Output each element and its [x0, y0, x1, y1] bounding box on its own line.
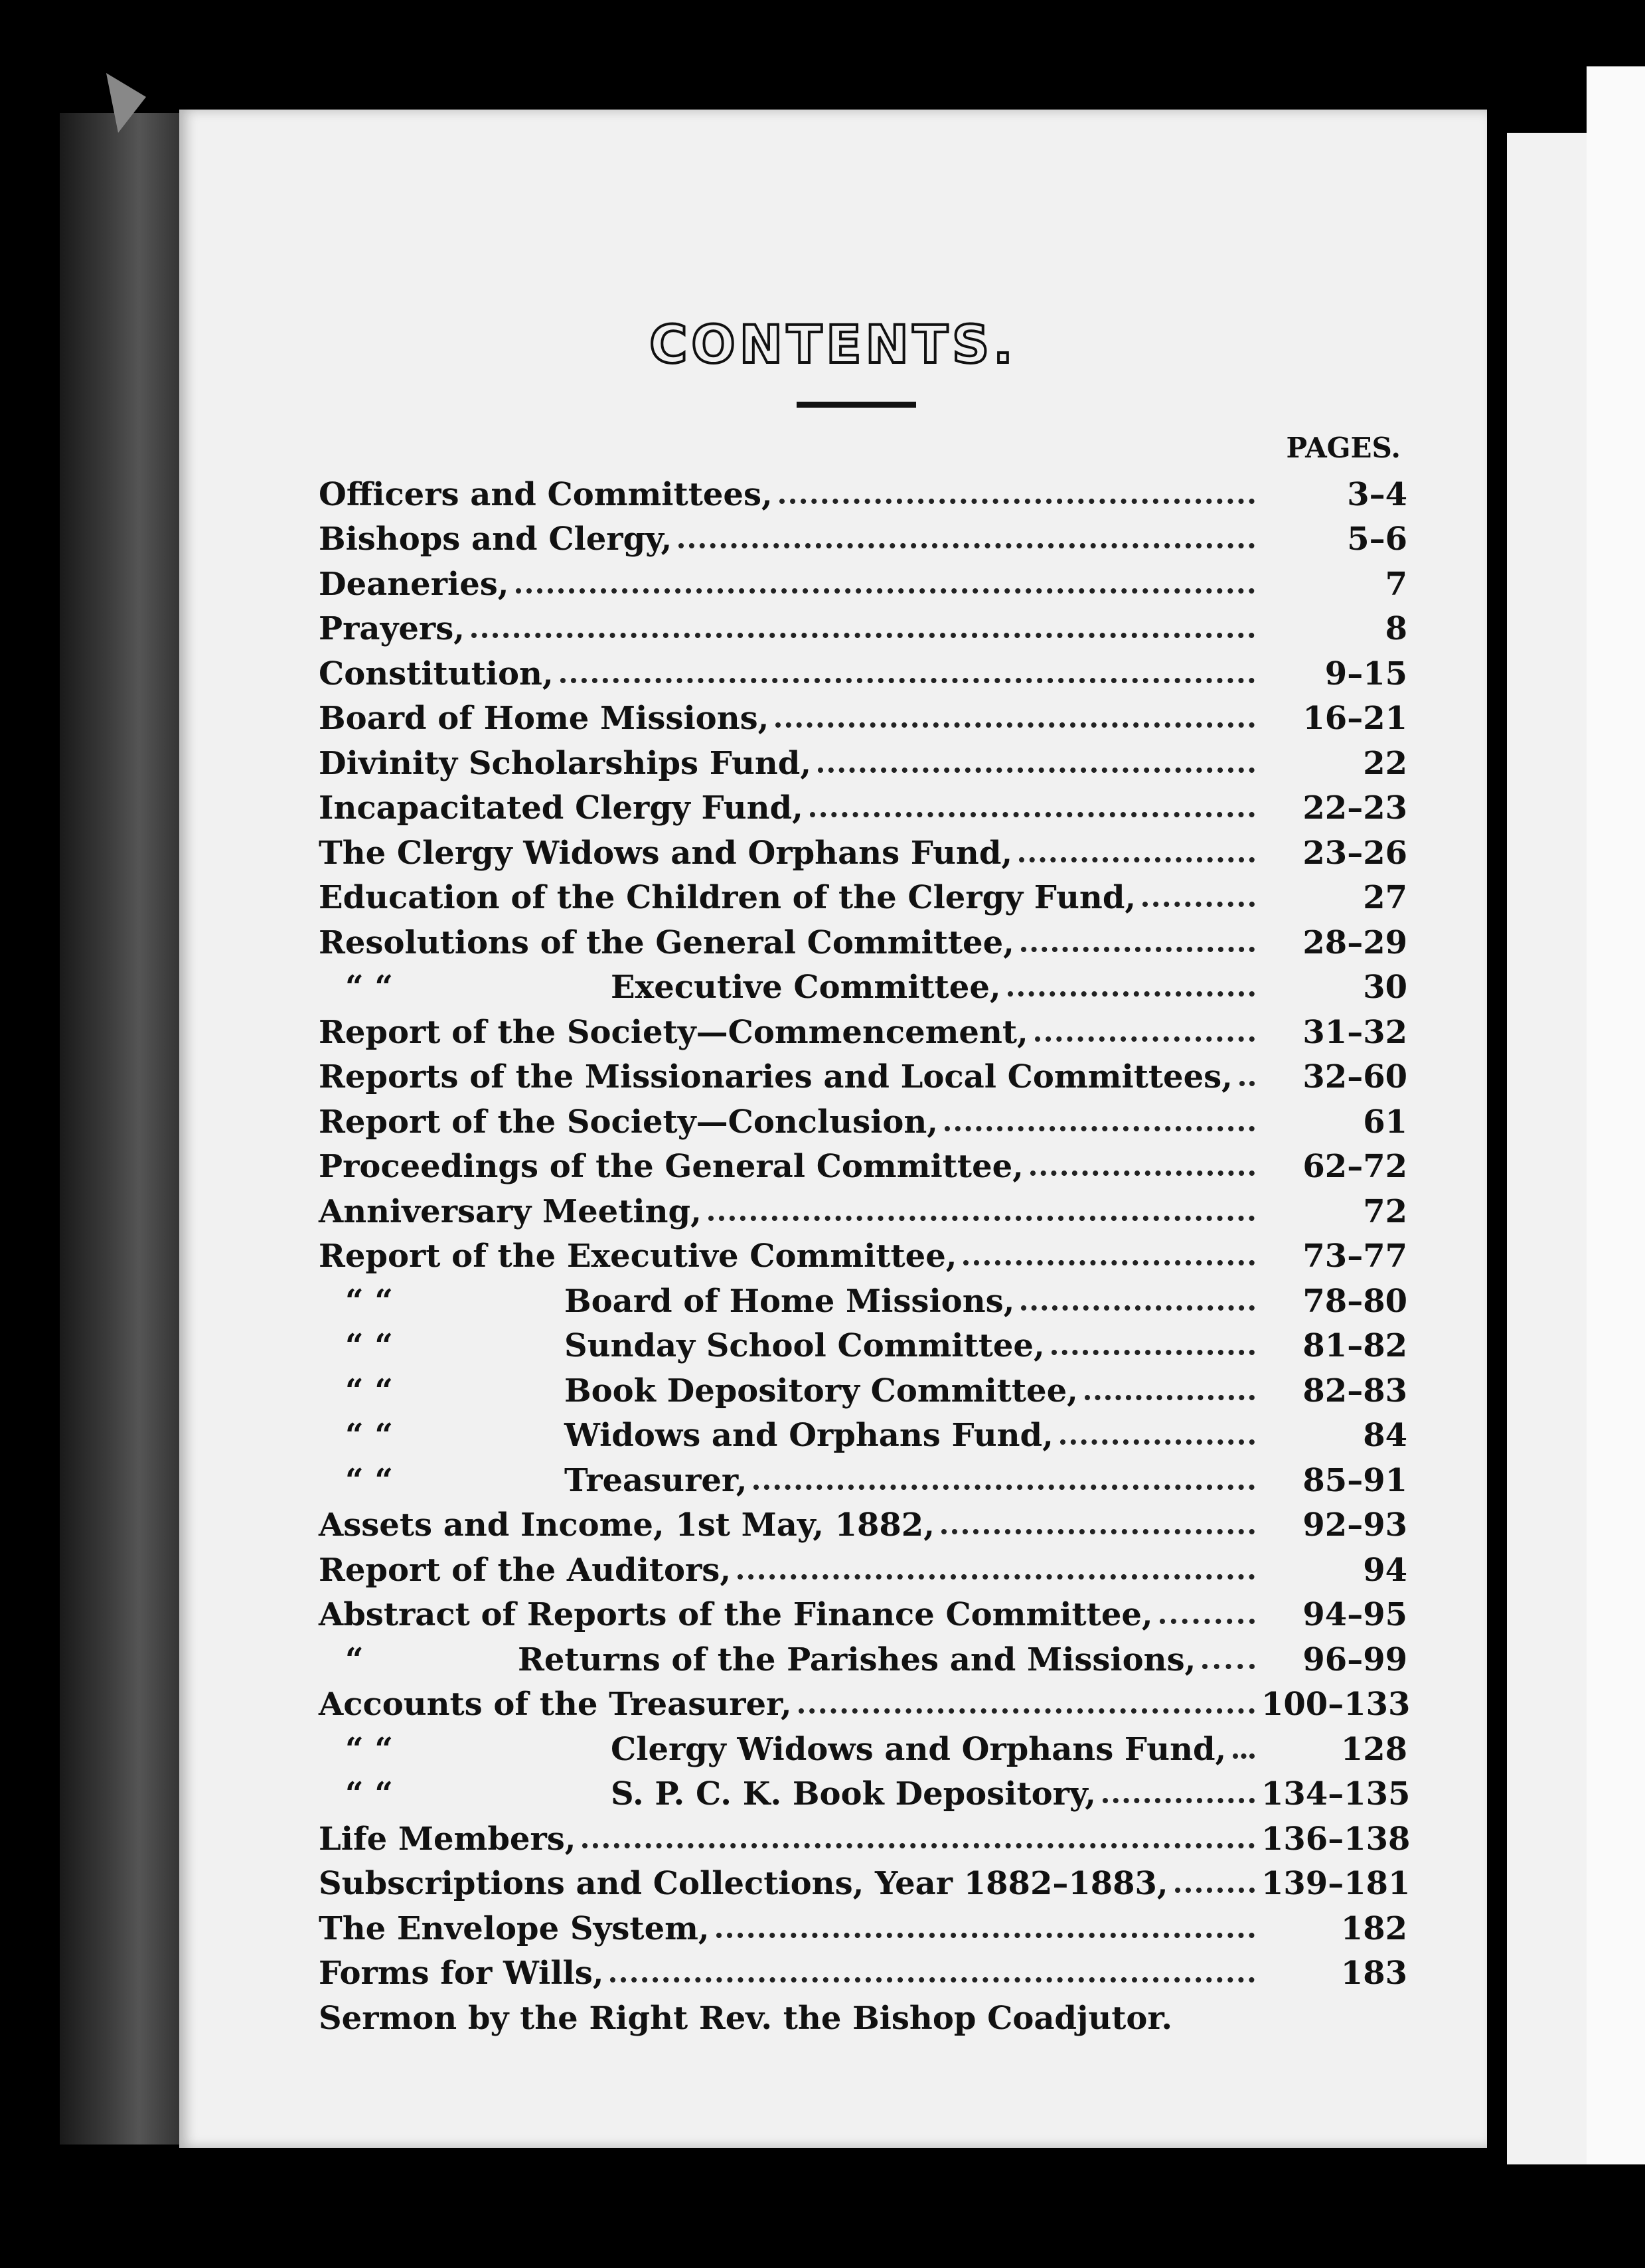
toc-entry-title: Life Members,	[319, 1820, 576, 1858]
toc-entry	[319, 1633, 1407, 1678]
dot-leader	[753, 1485, 1255, 1490]
ditto-marks: “ “	[345, 1417, 393, 1454]
toc-entry-pages: 31–32	[1302, 1013, 1407, 1051]
toc-entry-title: Resolutions of the General Committee,	[319, 924, 1014, 961]
toc-entry-title: Report of the Society—Commencement,	[319, 1013, 1028, 1051]
ditto-marks: “ “	[345, 1372, 393, 1410]
toc-entry-title: Board of Home Missions,	[319, 700, 769, 737]
toc-entry-title: Officers and Committees,	[319, 475, 773, 513]
toc-entry-pages: 27	[1363, 879, 1407, 916]
toc-entry	[319, 1230, 1407, 1275]
dot-leader	[610, 1977, 1255, 1983]
toc-entry	[319, 1902, 1407, 1947]
ditto-marks: “ “	[345, 969, 393, 1006]
toc-entry-title: Executive Committee,	[611, 969, 1001, 1006]
toc-entry-pages: 84	[1363, 1417, 1407, 1454]
toc-entry-title: Returns of the Parishes and Missions,	[518, 1641, 1196, 1678]
toc-entry-title: Report of the Executive Committee,	[319, 1238, 957, 1275]
dot-leader	[810, 812, 1255, 817]
toc-entry-pages: 81–82	[1302, 1327, 1407, 1364]
toc-entry-title: Clergy Widows and Orphans Fund,	[611, 1730, 1227, 1768]
toc-entry-pages: 23–26	[1302, 834, 1407, 872]
toc-entry-pages: 32–60	[1302, 1058, 1407, 1095]
contents-page	[179, 110, 1487, 2148]
dot-leader	[1060, 1439, 1255, 1445]
toc-entry	[319, 782, 1407, 827]
dot-leader	[471, 633, 1255, 638]
dot-leader	[1019, 857, 1255, 862]
toc-entry-pages: 8	[1385, 610, 1407, 647]
dot-leader	[582, 1843, 1255, 1848]
toc-entry	[319, 1858, 1411, 1903]
toc-entry-title: Constitution,	[319, 655, 554, 692]
ditto-marks: “	[345, 1641, 364, 1678]
toc-entry-pages: 92–93	[1302, 1506, 1407, 1544]
toc-entry	[319, 1006, 1407, 1051]
toc-entry-pages: 72	[1363, 1192, 1407, 1230]
dot-leader	[945, 1126, 1255, 1131]
toc-entry	[319, 1364, 1407, 1410]
toc-entry-pages: 9–15	[1324, 655, 1407, 692]
toc-entry-title: Incapacitated Clergy Fund,	[319, 789, 803, 827]
title-rule	[797, 402, 916, 408]
toc-entry	[319, 1678, 1411, 1724]
dot-leader	[678, 543, 1255, 548]
dot-leader	[779, 499, 1255, 504]
toc-entry	[319, 1813, 1411, 1858]
table-of-contents	[319, 468, 1411, 2037]
toc-entry	[319, 1589, 1407, 1634]
ditto-marks: “ “	[345, 1282, 393, 1320]
toc-entry-title: Divinity Scholarships Fund,	[319, 744, 812, 782]
toc-entry-pages: 96–99	[1302, 1641, 1407, 1678]
dot-leader	[708, 1216, 1255, 1221]
dot-leader	[516, 588, 1255, 594]
toc-entry-title: The Envelope System,	[319, 1909, 710, 1947]
toc-entry	[319, 1051, 1407, 1096]
toc-entry	[319, 1947, 1407, 1992]
toc-entry-title: S. P. C. K. Book Depository,	[611, 1775, 1096, 1813]
dot-leader	[1103, 1798, 1255, 1803]
toc-entry	[319, 1141, 1407, 1186]
toc-entry-title: Board of Home Missions,	[564, 1282, 1015, 1320]
toc-entry-title: Widows and Orphans Fund,	[564, 1417, 1054, 1454]
toc-entry-pages: 28–29	[1302, 924, 1407, 961]
toc-entry	[319, 1992, 1407, 2037]
toc-entry-pages: 134–135	[1261, 1775, 1411, 1813]
dot-leader	[1021, 1305, 1255, 1311]
toc-entry-title: Deaneries,	[319, 565, 509, 603]
toc-entry	[319, 513, 1407, 558]
toc-entry	[319, 1723, 1407, 1768]
toc-entry-title: Proceedings of the General Committee,	[319, 1148, 1024, 1185]
ditto-marks: “ “	[345, 1327, 393, 1364]
toc-entry	[319, 647, 1407, 692]
toc-entry-pages: 182	[1340, 1909, 1407, 1947]
dot-leader	[1175, 1888, 1255, 1893]
toc-entry-pages: 139–181	[1261, 1865, 1411, 1902]
dot-leader	[1233, 1753, 1255, 1759]
toc-entry-title: Accounts of the Treasurer,	[319, 1686, 792, 1723]
toc-entry-pages: 22–23	[1302, 789, 1407, 827]
toc-entry-title: Abstract of Reports of the Finance Committee,	[319, 1596, 1153, 1633]
dot-leader	[1202, 1664, 1255, 1669]
toc-entry	[319, 692, 1407, 738]
toc-entry-title: Subscriptions and Collections, Year 1882–1883,	[319, 1865, 1168, 1902]
toc-entry-title: Reports of the Missionaries and Local Committees,	[319, 1058, 1233, 1095]
toc-entry	[319, 737, 1407, 782]
toc-entry-title: Education of the Children of the Clergy Fund,	[319, 879, 1136, 916]
toc-entry	[319, 961, 1407, 1007]
dot-leader	[1008, 991, 1255, 997]
toc-entry	[319, 1410, 1407, 1455]
toc-entry-pages: 94	[1363, 1551, 1407, 1589]
toc-entry-title: Sermon by the Right Rev. the Bishop Coadjutor.	[319, 1999, 1173, 2037]
toc-entry-title: The Clergy Widows and Orphans Fund,	[319, 834, 1013, 872]
dot-leader	[1052, 1350, 1255, 1355]
toc-entry-title: Sunday School Committee,	[564, 1327, 1045, 1364]
dot-leader	[1030, 1171, 1255, 1176]
toc-entry	[319, 827, 1407, 872]
toc-entry-pages: 61	[1363, 1103, 1407, 1141]
toc-entry-pages: 82–83	[1302, 1372, 1407, 1410]
toc-entry-title: Prayers,	[319, 610, 465, 647]
dot-leader	[1035, 1036, 1255, 1042]
toc-entry-title: Assets and Income, 1st May, 1882,	[319, 1506, 935, 1544]
dot-leader	[1160, 1619, 1255, 1624]
toc-entry-title: Forms for Wills,	[319, 1955, 604, 1992]
dot-leader	[1239, 1081, 1255, 1086]
dot-leader	[1085, 1395, 1255, 1400]
toc-entry	[319, 1185, 1407, 1230]
next-page-edge	[1507, 133, 1587, 2164]
toc-entry	[319, 1454, 1407, 1499]
dot-leader	[818, 768, 1255, 773]
toc-entry-title: Anniversary Meeting,	[319, 1192, 702, 1230]
toc-entry-pages: 5–6	[1347, 521, 1407, 558]
dot-leader	[1142, 902, 1255, 907]
pages-column-label: PAGES.	[1286, 432, 1401, 464]
dot-leader	[941, 1529, 1255, 1534]
dot-leader	[799, 1708, 1255, 1714]
dot-leader	[738, 1574, 1255, 1580]
page-title: CONTENTS.	[649, 315, 1017, 375]
toc-entry	[319, 1499, 1407, 1544]
toc-entry-title: Bishops and Clergy,	[319, 521, 672, 558]
book-edge	[60, 113, 193, 2145]
toc-entry	[319, 1320, 1407, 1365]
toc-entry	[319, 1544, 1407, 1589]
toc-entry	[319, 1768, 1411, 1813]
toc-entry	[319, 603, 1407, 648]
dot-leader	[775, 722, 1255, 728]
toc-entry-title: Treasurer,	[564, 1461, 747, 1499]
toc-entry-pages: 73–77	[1302, 1238, 1407, 1275]
toc-entry-pages: 94–95	[1302, 1596, 1407, 1633]
toc-entry-pages: 30	[1363, 969, 1407, 1006]
toc-entry-pages: 78–80	[1302, 1282, 1407, 1320]
toc-entry-pages: 16–21	[1302, 700, 1407, 737]
toc-entry-title: Report of the Auditors,	[319, 1551, 732, 1589]
toc-entry-pages: 136–138	[1261, 1820, 1411, 1858]
dot-leader	[963, 1260, 1255, 1265]
ditto-marks: “ “	[345, 1730, 393, 1768]
toc-entry-pages: 183	[1340, 1955, 1407, 1992]
dot-leader	[1021, 947, 1255, 952]
toc-entry-title: Book Depository Committee,	[564, 1372, 1078, 1410]
toc-entry	[319, 1275, 1407, 1320]
toc-entry-pages: 7	[1385, 565, 1407, 603]
toc-entry	[319, 916, 1407, 961]
toc-entry-pages: 62–72	[1302, 1148, 1407, 1185]
dot-leader	[716, 1933, 1255, 1938]
toc-entry-pages: 3–4	[1347, 475, 1407, 513]
toc-entry-pages: 128	[1340, 1730, 1407, 1768]
toc-entry-pages: 22	[1363, 744, 1407, 782]
background-paper	[1587, 66, 1645, 2164]
toc-entry-pages: 85–91	[1302, 1461, 1407, 1499]
toc-entry	[319, 1095, 1407, 1141]
toc-entry-pages: 100–133	[1261, 1686, 1411, 1723]
ditto-marks: “ “	[345, 1775, 393, 1813]
toc-entry	[319, 468, 1407, 513]
toc-entry-title: Report of the Society—Conclusion,	[319, 1103, 938, 1141]
toc-entry	[319, 872, 1407, 917]
dot-leader	[560, 678, 1255, 683]
toc-entry	[319, 558, 1407, 603]
ditto-marks: “ “	[345, 1461, 393, 1499]
